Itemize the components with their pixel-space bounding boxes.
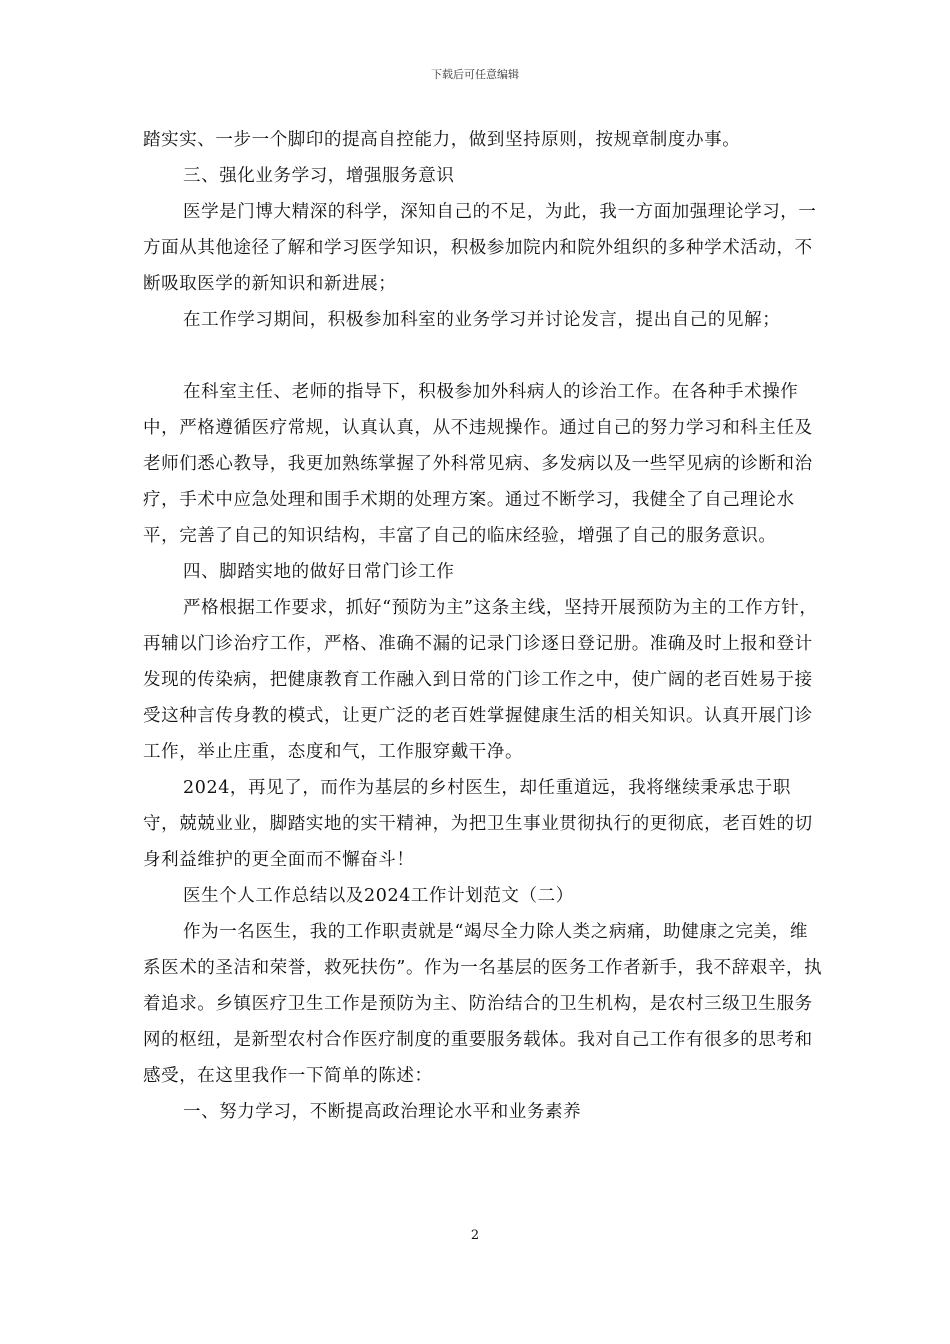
section-heading-3: 三、强化业务学习，增强服务意识 (183, 166, 455, 186)
page-header: 下载后可任意编辑 (431, 68, 519, 81)
paragraph: 医学是门博大精深的科学，深知自己的不足，为此，我一方面加强理论学习，一方面从其他途径了解和学习医学知识，积极参加院内和院外组织的多种学术活动，不断吸取医学的新知识和新进展； (143, 202, 817, 294)
section-heading-4: 四、脚踏实地的做好日常门诊工作 (183, 562, 455, 582)
section-heading-1: 一、努力学习，不断提高政治理论水平和业务素养 (183, 1102, 582, 1122)
paragraph: 作为一名医生，我的工作职责就是“竭尽全力除人类之病痛，助健康之完美，维系医术的圣洁和荣誉，救死扶伤”。作为一名基层的医务工作者新手，我不辞艰辛，执着追求。乡镇医疗卫生工作是预防为主、防治结合的卫生机构，是农村三级卫生服务网的枢纽，是新型农村合作医疗制度的重要服务载体。我对自己工作有很多的思考和感受，在这里我作一下简单的陈述： (143, 922, 823, 1086)
document-body (143, 122, 823, 1130)
paragraph: 2024，再见了，而作为基层的乡村医生，却任重道远，我将继续秉承忠于职守，兢兢业业，脚踏实地的实干精神，为把卫生事业贯彻执行的更彻底，老百姓的切身利益维护的更全面而不懈奋斗！ (143, 778, 813, 870)
page-number: 2 (470, 1228, 480, 1243)
document-subtitle: 医生个人工作总结以及2024工作计划范文（二） (183, 886, 574, 906)
paragraph: 在科室主任、老师的指导下，积极参加外科病人的诊治工作。在各种手术操作中，严格遵循医疗常规，认真认真，从不违规操作。通过自己的努力学习和科主任及老师们悉心教导，我更加熟练掌握了外科常见病、多发病以及一些罕见病的诊断和治疗，手术中应急处理和围手术期的处理方案。通过不断学习，我健全了自己理论水平，完善了自己的知识结构，丰富了自己的临床经验，增强了自己的服务意识。 (143, 382, 813, 546)
paragraph: 严格根据工作要求，抓好“预防为主”这条主线，坚持开展预防为主的工作方针，再辅以门诊治疗工作，严格、准确不漏的记录门诊逐日登记册。准确及时上报和登计发现的传染病，把健康教育工作融入到日常的门诊工作之中，使广阔的老百姓易于接受这种言传身教的模式，让更广泛的老百姓掌握健康生活的相关知识。认真开展门诊工作，举止庄重，态度和气，工作服穿戴干净。 (143, 598, 818, 762)
paragraph: 在工作学习期间，积极参加科室的业务学习并讨论发言，提出自己的见解； (183, 310, 781, 330)
blank-line (143, 338, 823, 374)
paragraph-continuation: 踏实实、一步一个脚印的提高自控能力，做到坚持原则，按规章制度办事。 (143, 130, 741, 150)
